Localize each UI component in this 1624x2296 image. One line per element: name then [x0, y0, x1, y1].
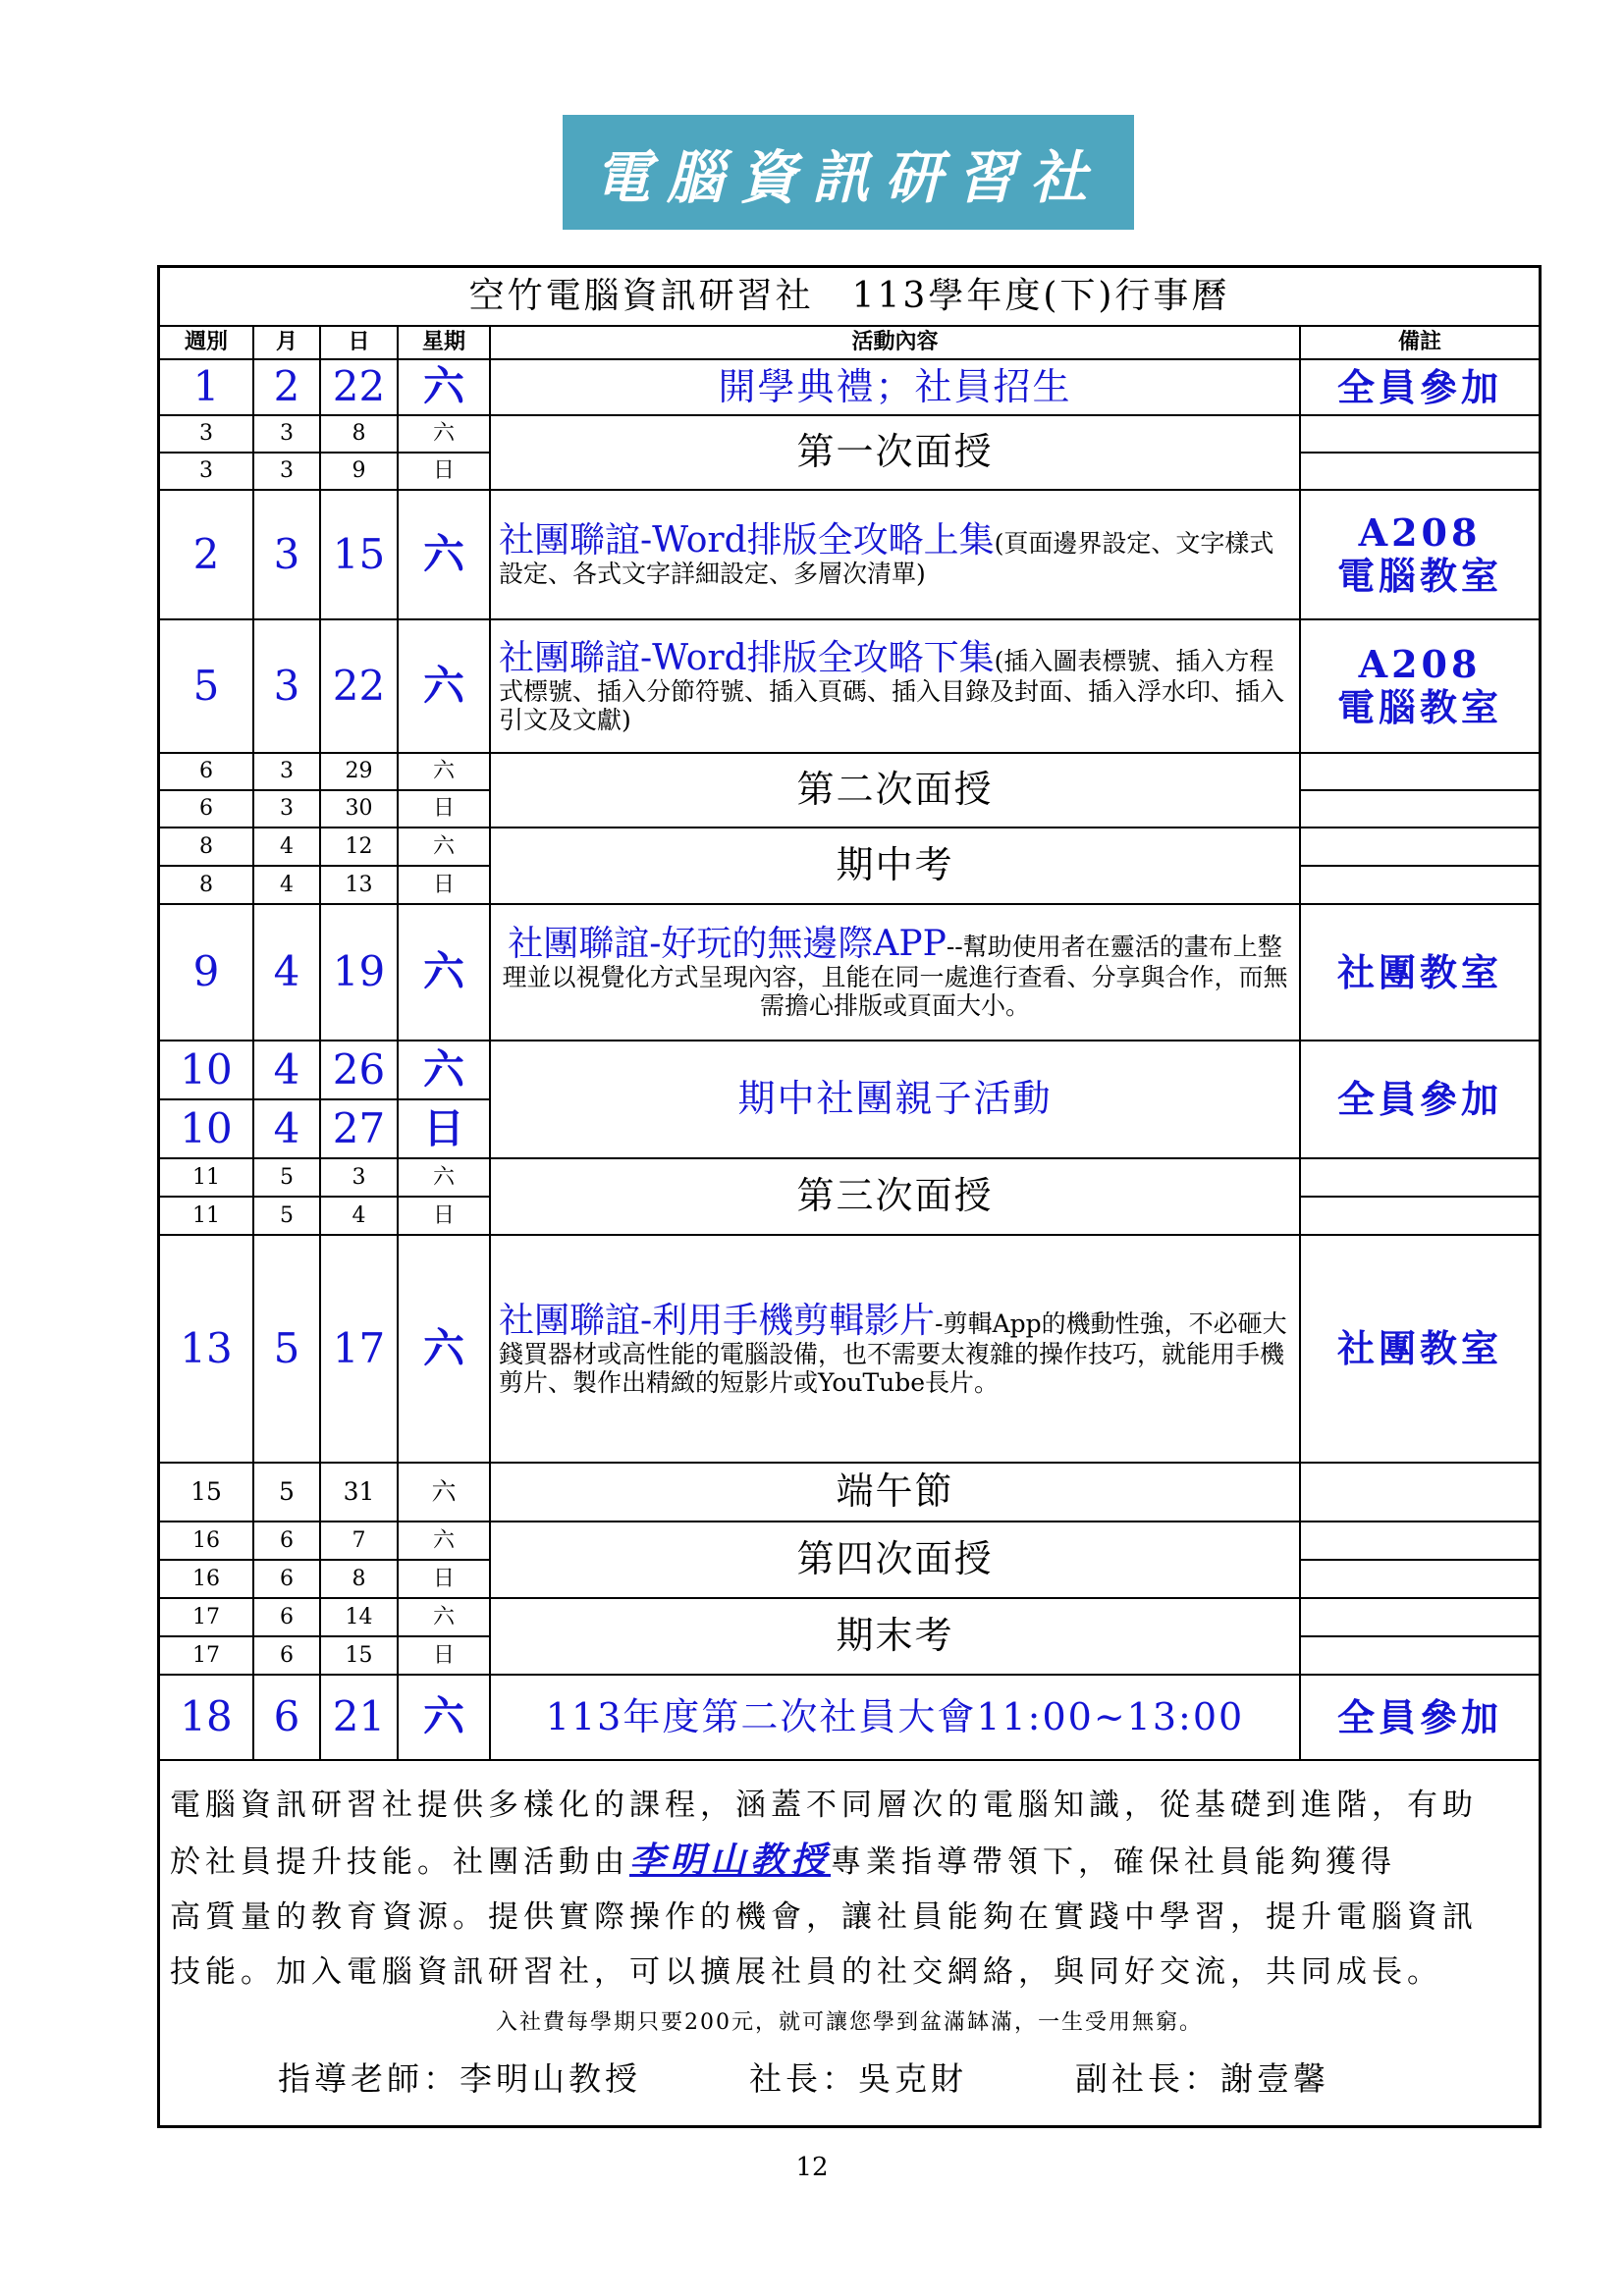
- cell-activity: [490, 904, 1300, 1041]
- cell-month: 5: [253, 1235, 320, 1463]
- cell-note: 全員參加: [1300, 359, 1539, 415]
- cell-week: 2: [160, 490, 253, 619]
- cell-month: 3: [253, 453, 320, 490]
- cell-day: 17: [320, 1235, 398, 1463]
- cell-month: 6: [253, 1598, 320, 1636]
- cell-month: 6: [253, 1522, 320, 1560]
- table-row: [160, 415, 1539, 453]
- cell-weekday: 日: [398, 1099, 490, 1158]
- cell-month: 3: [253, 619, 320, 753]
- cell-day: 27: [320, 1099, 398, 1158]
- table-row: [160, 1598, 1539, 1636]
- cell-day: 4: [320, 1197, 398, 1235]
- table-header-row: [160, 326, 1539, 359]
- activity-detail: -剪輯App的機動性強，不必砸大錢買器材或高性能的電腦設備，也不需要太複雜的操作技巧，就能用手機剪片、製作出精緻的短影片或YouTube長片。: [499, 1308, 1287, 1397]
- cell-weekday: 六: [398, 415, 490, 453]
- club-banner: [563, 115, 1134, 230]
- cell-activity: 113年度第二次社員大會11:00~13:00: [490, 1675, 1300, 1760]
- cell-day: 14: [320, 1598, 398, 1636]
- activity-lead: 社團聯誼-好玩的無邊際APP: [508, 924, 947, 965]
- cell-day: 29: [320, 753, 398, 790]
- cell-note: [1300, 1522, 1539, 1560]
- cell-month: 3: [253, 790, 320, 828]
- cell-activity: 期中考: [490, 828, 1300, 904]
- cell-note: [1300, 1463, 1539, 1522]
- cell-note: 社團教室: [1300, 904, 1539, 1041]
- cell-day: 15: [320, 490, 398, 619]
- cell-week: 18: [160, 1675, 253, 1760]
- cell-weekday: 六: [398, 904, 490, 1041]
- activity-lead: 社團聯誼-Word排版全攻略下集: [499, 637, 995, 678]
- cell-month: 3: [253, 490, 320, 619]
- note-line: A208: [1358, 510, 1482, 556]
- cell-weekday: 日: [398, 866, 490, 904]
- cell-note: 全員參加: [1300, 1675, 1539, 1760]
- header-activity: 活動內容: [490, 326, 1300, 359]
- cell-note: [1300, 790, 1539, 828]
- activity-lead: 社團聯誼-Word排版全攻略上集: [499, 519, 995, 561]
- cell-activity: 期中社團親子活動: [490, 1041, 1300, 1158]
- header-month: 月: [253, 326, 320, 359]
- table-row: [160, 1235, 1539, 1463]
- cell-note: [1300, 828, 1539, 866]
- cell-weekday: 六: [398, 1463, 490, 1522]
- description-line: [160, 1833, 1539, 1890]
- cell-week: 8: [160, 828, 253, 866]
- header-week: 週別: [160, 326, 253, 359]
- cell-day: 8: [320, 1560, 398, 1598]
- cell-weekday: 日: [398, 1636, 490, 1675]
- table-row: [160, 619, 1539, 753]
- cell-activity: [490, 619, 1300, 753]
- table-row: [160, 1675, 1539, 1760]
- cell-week: 13: [160, 1235, 253, 1463]
- schedule-table: [160, 268, 1539, 1761]
- cell-week: 1: [160, 359, 253, 415]
- cell-week: 6: [160, 790, 253, 828]
- cell-day: 30: [320, 790, 398, 828]
- cell-note: [1300, 453, 1539, 490]
- cell-month: 4: [253, 904, 320, 1041]
- cell-month: 5: [253, 1158, 320, 1197]
- cell-week: 17: [160, 1636, 253, 1675]
- cell-day: 13: [320, 866, 398, 904]
- cell-month: 4: [253, 1099, 320, 1158]
- cell-weekday: 六: [398, 828, 490, 866]
- cell-weekday: 日: [398, 790, 490, 828]
- cell-weekday: 日: [398, 1560, 490, 1598]
- cell-weekday: 日: [398, 1197, 490, 1235]
- fee-note: 入社費每學期只要200元，就可讓您學到盆滿缽滿，一生受用無窮。: [496, 2010, 1203, 2035]
- table-row: [160, 828, 1539, 866]
- cell-note: [1300, 490, 1539, 619]
- cell-note: [1300, 1197, 1539, 1235]
- cell-month: 6: [253, 1675, 320, 1760]
- cell-day: 15: [320, 1636, 398, 1675]
- cell-activity: [490, 1235, 1300, 1463]
- cell-weekday: 六: [398, 753, 490, 790]
- cell-activity: 第二次面授: [490, 753, 1300, 828]
- description-line: 技能。加入電腦資訊研習社，可以擴展社員的社交網絡，與同好交流，共同成長。: [170, 1954, 1442, 1990]
- cell-day: 22: [320, 619, 398, 753]
- cell-day: 12: [320, 828, 398, 866]
- note-line: A208: [1358, 642, 1482, 687]
- cell-activity: 第四次面授: [490, 1522, 1300, 1598]
- cell-note: [1300, 1598, 1539, 1636]
- note-line: 電腦教室: [1337, 685, 1503, 729]
- cell-day: 26: [320, 1041, 398, 1099]
- cell-note: [1300, 866, 1539, 904]
- cell-month: 4: [253, 866, 320, 904]
- cell-week: 8: [160, 866, 253, 904]
- cell-weekday: 六: [398, 1041, 490, 1099]
- header-day: 日: [320, 326, 398, 359]
- cell-weekday: 六: [398, 490, 490, 619]
- table-row: [160, 1158, 1539, 1197]
- cell-weekday: 六: [398, 1158, 490, 1197]
- cell-month: 5: [253, 1463, 320, 1522]
- page-number: 12: [795, 2153, 829, 2182]
- cell-month: 6: [253, 1560, 320, 1598]
- cell-day: 3: [320, 1158, 398, 1197]
- cell-activity: 開學典禮；社員招生: [490, 359, 1300, 415]
- club-description: [160, 1778, 1539, 2100]
- cell-month: 5: [253, 1197, 320, 1235]
- cell-note: [1300, 1158, 1539, 1197]
- cell-week: 10: [160, 1041, 253, 1099]
- cell-day: 21: [320, 1675, 398, 1760]
- cell-week: 15: [160, 1463, 253, 1522]
- teacher-name: 李明山教授: [629, 1840, 832, 1881]
- activity-detail: --幫助使用者在靈活的畫布上整理並以視覺化方式呈現內容，且能在同一處進行查看、分享與合作，而無需擔心排版或頁面大小。: [502, 933, 1288, 1021]
- cell-month: 6: [253, 1636, 320, 1675]
- cell-month: 4: [253, 828, 320, 866]
- cell-note: [1300, 1560, 1539, 1598]
- table-row: [160, 753, 1539, 790]
- header-weekday: 星期: [398, 326, 490, 359]
- header-note: 備註: [1300, 326, 1539, 359]
- cell-weekday: 六: [398, 359, 490, 415]
- cell-note: 社團教室: [1300, 1235, 1539, 1463]
- cell-week: 16: [160, 1522, 253, 1560]
- cell-month: 3: [253, 753, 320, 790]
- cell-note: [1300, 1636, 1539, 1675]
- cell-day: 19: [320, 904, 398, 1041]
- president: 社長：吳克財: [749, 2059, 967, 2098]
- cell-activity: 端午節: [490, 1463, 1300, 1522]
- vice-president: 副社長：謝壹馨: [1075, 2059, 1329, 2098]
- table-row: [160, 1522, 1539, 1560]
- cell-activity: [490, 490, 1300, 619]
- description-text: 專業指導帶領下，確保社員能夠獲得: [831, 1844, 1397, 1880]
- table-row: [160, 490, 1539, 619]
- note-line: 電腦教室: [1337, 554, 1503, 598]
- activity-lead: 社團聯誼-利用手機剪輯影片: [499, 1300, 936, 1341]
- cell-weekday: 六: [398, 1522, 490, 1560]
- description-line: 高質量的教育資源。提供實際操作的機會，讓社員能夠在實踐中學習，提升電腦資訊: [170, 1899, 1478, 1935]
- cell-weekday: 六: [398, 1235, 490, 1463]
- table-row: [160, 359, 1539, 415]
- banner-title: 電腦資訊研習社: [593, 143, 1103, 211]
- cell-activity: 第一次面授: [490, 415, 1300, 490]
- signature-line: [160, 2054, 1539, 2100]
- cell-day: 31: [320, 1463, 398, 1522]
- cell-note: 全員參加: [1300, 1041, 1539, 1158]
- cell-activity: 第三次面授: [490, 1158, 1300, 1235]
- table-title: 空竹電腦資訊研習社 113學年度(下)行事曆: [160, 268, 1539, 326]
- activity-detail: (插入圖表標號、插入方程式標號、插入分節符號、插入頁碼、插入目錄及封面、插入浮水印、插入引文及文獻): [499, 646, 1285, 734]
- cell-week: 6: [160, 753, 253, 790]
- activity-detail: (頁面邊界設定、文字樣式設定、各式文字詳細設定、多層次清單): [499, 528, 1274, 589]
- cell-note: [1300, 415, 1539, 453]
- cell-week: 9: [160, 904, 253, 1041]
- cell-note: [1300, 619, 1539, 753]
- cell-day: 22: [320, 359, 398, 415]
- cell-day: 7: [320, 1522, 398, 1560]
- cell-week: 3: [160, 453, 253, 490]
- cell-month: 2: [253, 359, 320, 415]
- cell-week: 16: [160, 1560, 253, 1598]
- cell-day: 8: [320, 415, 398, 453]
- cell-weekday: 日: [398, 453, 490, 490]
- cell-weekday: 六: [398, 619, 490, 753]
- cell-day: 9: [320, 453, 398, 490]
- cell-weekday: 六: [398, 1675, 490, 1760]
- description-line: 電腦資訊研習社提供多樣化的課程，涵蓋不同層次的電腦知識，從基礎到進階，有助: [170, 1788, 1478, 1823]
- table-row: [160, 904, 1539, 1041]
- description-text: 於社員提升技能。社團活動由: [170, 1844, 629, 1880]
- cell-week: 5: [160, 619, 253, 753]
- advisor: 指導老師：李明山教授: [278, 2059, 641, 2098]
- cell-month: 3: [253, 415, 320, 453]
- cell-week: 3: [160, 415, 253, 453]
- cell-note: [1300, 753, 1539, 790]
- cell-activity: 期末考: [490, 1598, 1300, 1675]
- cell-week: 11: [160, 1158, 253, 1197]
- table-row: [160, 1463, 1539, 1522]
- table-title-row: [160, 268, 1539, 326]
- cell-week: 11: [160, 1197, 253, 1235]
- table-row: [160, 1041, 1539, 1099]
- schedule-frame: [157, 265, 1542, 2128]
- cell-weekday: 六: [398, 1598, 490, 1636]
- cell-week: 10: [160, 1099, 253, 1158]
- cell-month: 4: [253, 1041, 320, 1099]
- cell-week: 17: [160, 1598, 253, 1636]
